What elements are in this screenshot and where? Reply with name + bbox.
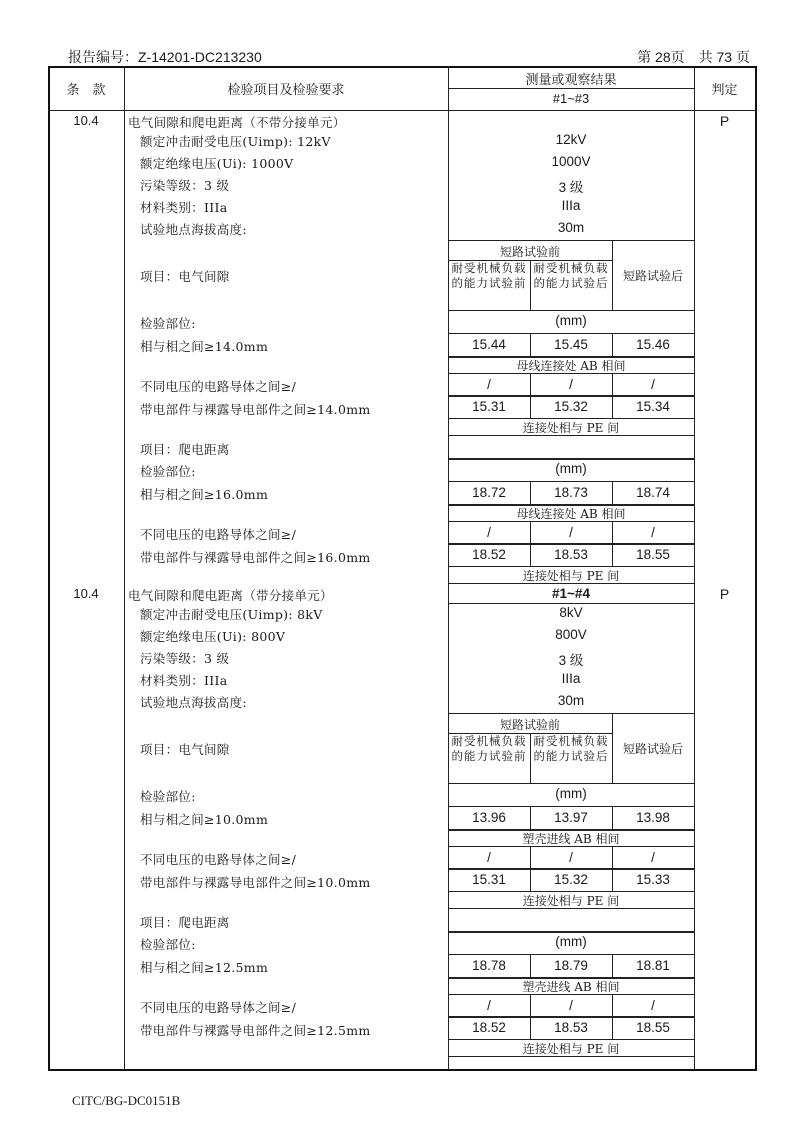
live-location-note: 连接处相与 PE 间 <box>522 421 620 435</box>
live-parts-requirement: 带电部件与裸露导电部件之间≥12.5mm <box>140 1023 371 1038</box>
diff-voltage-value: / <box>487 998 491 1013</box>
clearance-item-label: 项目：电气间隙 <box>140 742 230 757</box>
after-short-circuit-label: 短路试验后 <box>622 742 683 756</box>
phase-value: 15.44 <box>472 337 506 352</box>
column-divider <box>530 373 531 395</box>
unit-label: (mm) <box>555 313 587 328</box>
row-divider <box>448 1016 694 1018</box>
row-divider <box>448 994 694 995</box>
row-divider <box>448 333 694 334</box>
header-bottom-divider <box>48 110 755 111</box>
diff-voltage-value: / <box>569 850 573 865</box>
column-divider <box>530 846 531 868</box>
row-divider <box>448 481 694 482</box>
diff-voltage-value: / <box>487 525 491 540</box>
table-border-right <box>755 66 757 1071</box>
location-label: 检验部位: <box>140 789 196 804</box>
page-number: 第 28页 共 73 页 <box>637 49 750 65</box>
column-divider <box>612 994 613 1016</box>
column-divider <box>612 543 613 566</box>
diff-voltage-requirement: 不同电压的电路导体之间≥/ <box>140 379 297 394</box>
phase-value: 18.73 <box>554 485 588 500</box>
diff-voltage-requirement: 不同电压的电路导体之间≥/ <box>140 1000 297 1015</box>
param-label: 材料类别：IIIa <box>140 673 228 688</box>
creepage-item-label: 项目：爬电距离 <box>140 442 230 457</box>
phase-value: 15.45 <box>554 337 588 352</box>
column-divider <box>530 333 531 356</box>
sample-row-divider <box>448 603 694 604</box>
column-divider <box>530 868 531 891</box>
column-divider <box>612 868 613 891</box>
column-divider <box>612 954 613 977</box>
column-divider <box>530 806 531 829</box>
clause-column-divider <box>124 66 125 1069</box>
diff-voltage-value: / <box>651 998 655 1013</box>
subhead-top <box>448 713 694 714</box>
live-parts-value: 15.32 <box>554 399 588 414</box>
phase-value: 18.79 <box>554 958 588 973</box>
phase-value: 13.98 <box>636 810 670 825</box>
row-divider <box>448 908 694 909</box>
column-divider <box>612 333 613 356</box>
param-value: 800V <box>555 627 587 642</box>
clause-number: 10.4 <box>73 586 99 601</box>
column-divider <box>612 521 613 543</box>
live-parts-value: 18.53 <box>554 547 588 562</box>
verdict-column-divider <box>694 66 695 1069</box>
row-divider <box>448 310 694 311</box>
row-divider <box>448 373 694 374</box>
subhead-divider <box>530 260 531 310</box>
row-divider <box>448 868 694 870</box>
column-divider <box>530 543 531 566</box>
column-divider <box>612 395 613 418</box>
live-location-note: 连接处相与 PE 间 <box>522 1042 620 1056</box>
table-border-bottom <box>48 1069 757 1071</box>
column-divider <box>612 846 613 868</box>
row-divider <box>448 931 694 933</box>
phase-value: 18.78 <box>472 958 506 973</box>
diff-voltage-value: / <box>651 377 655 392</box>
row-divider <box>448 395 694 397</box>
param-value: 8kV <box>559 605 583 620</box>
param-label: 额定绝缘电压(Ui): 800V <box>140 629 286 644</box>
live-location-note: 连接处相与 PE 间 <box>522 569 620 583</box>
diff-voltage-value: / <box>569 998 573 1013</box>
after-short-circuit-label: 短路试验后 <box>622 269 683 283</box>
verdict-header: 判定 <box>711 83 738 98</box>
subhead-top <box>448 240 694 241</box>
clause-number: 10.4 <box>73 113 99 128</box>
diff-voltage-value: / <box>569 377 573 392</box>
phase-requirement: 相与相之间≥14.0mm <box>140 339 269 354</box>
before-mech-load-label: 耐受机械负载的能力试验前 <box>451 734 527 763</box>
section-title: 电气间隙和爬电距离（带分接单元） <box>128 588 333 603</box>
live-location-note: 连接处相与 PE 间 <box>522 894 620 908</box>
param-label: 试验地点海拔高度: <box>140 222 247 237</box>
diff-voltage-value: / <box>487 850 491 865</box>
location-label: 检验部位: <box>140 937 196 952</box>
column-divider <box>530 994 531 1016</box>
before-short-circuit-label: 短路试验前 <box>499 718 560 732</box>
clearance-item-label: 项目：电气间隙 <box>140 269 230 284</box>
diff-voltage-value: / <box>487 377 491 392</box>
samples-header: #1~#3 <box>552 91 590 106</box>
live-parts-value: 15.33 <box>636 872 670 887</box>
live-parts-requirement: 带电部件与裸露导电部件之间≥10.0mm <box>140 875 371 890</box>
column-divider <box>612 373 613 395</box>
param-label: 额定绝缘电压(Ui): 1000V <box>140 156 294 171</box>
item-header: 检验项目及检验要求 <box>227 83 345 98</box>
param-label: 污染等级：3 级 <box>140 178 230 193</box>
phase-value: 15.46 <box>636 337 670 352</box>
column-divider <box>612 806 613 829</box>
row-divider <box>448 1056 694 1057</box>
phase-location-note: 母线连接处 AB 相间 <box>516 507 626 521</box>
column-divider <box>530 481 531 504</box>
param-value: 30m <box>557 693 585 708</box>
param-label: 试验地点海拔高度: <box>140 695 247 710</box>
table-border-top <box>48 66 755 68</box>
column-divider <box>530 521 531 543</box>
diff-voltage-value: / <box>651 850 655 865</box>
phase-value: 18.72 <box>472 485 506 500</box>
form-code: CITC/BG-DC0151B <box>72 1093 181 1108</box>
phase-requirement: 相与相之间≥16.0mm <box>140 487 269 502</box>
param-label: 额定冲击耐受电压(Uimp): 8kV <box>140 607 323 622</box>
phase-value: 18.74 <box>636 485 670 500</box>
creepage-item-label: 项目：爬电距离 <box>140 915 230 930</box>
phase-value: 13.97 <box>554 810 588 825</box>
section-title: 电气间隙和爬电距离（不带分接单元） <box>128 115 346 130</box>
phase-requirement: 相与相之间≥12.5mm <box>140 960 269 975</box>
row-divider <box>448 783 694 784</box>
unit-label: (mm) <box>555 786 587 801</box>
phase-location-note: 母线连接处 AB 相间 <box>516 359 626 373</box>
live-parts-requirement: 带电部件与裸露导电部件之间≥14.0mm <box>140 402 371 417</box>
diff-voltage-value: / <box>569 525 573 540</box>
column-divider <box>530 1016 531 1039</box>
before-mech-load-label: 耐受机械负载的能力试验前 <box>451 261 527 290</box>
before-short-circuit-label: 短路试验前 <box>499 245 560 259</box>
param-value: 1000V <box>551 154 591 169</box>
phase-location-note: 塑壳进线 AB 相间 <box>522 832 620 846</box>
live-parts-value: 18.52 <box>472 547 506 562</box>
location-label: 检验部位: <box>140 464 196 479</box>
unit-label: (mm) <box>555 461 587 476</box>
phase-location-note: 塑壳进线 AB 相间 <box>522 980 620 994</box>
param-label: 污染等级：3 级 <box>140 651 230 666</box>
live-parts-value: 18.53 <box>554 1020 588 1035</box>
param-value: 3 级 <box>558 180 584 195</box>
param-value: 30m <box>557 220 585 235</box>
diff-voltage-requirement: 不同电压的电路导体之间≥/ <box>140 852 297 867</box>
row-divider <box>448 806 694 807</box>
live-parts-value: 15.32 <box>554 872 588 887</box>
live-parts-value: 18.52 <box>472 1020 506 1035</box>
header-sub-divider <box>448 88 694 89</box>
row-divider <box>448 846 694 847</box>
param-value: 3 级 <box>558 653 584 668</box>
param-label: 材料类别：IIIa <box>140 200 228 215</box>
live-parts-requirement: 带电部件与裸露导电部件之间≥16.0mm <box>140 550 371 565</box>
table-border-left <box>48 66 50 1069</box>
diff-voltage-value: / <box>651 525 655 540</box>
subhead-divider <box>530 733 531 783</box>
phase-requirement: 相与相之间≥10.0mm <box>140 812 269 827</box>
verdict-value: P <box>719 113 730 129</box>
after-mech-load-label: 耐受机械负载的能力试验后 <box>533 261 609 290</box>
live-parts-value: 18.55 <box>636 1020 670 1035</box>
param-value: IIIa <box>561 671 581 686</box>
result-header: 测量或观察结果 <box>525 73 617 88</box>
row-divider <box>448 458 694 460</box>
phase-value: 13.96 <box>472 810 506 825</box>
sample-range: #1~#4 <box>552 586 590 601</box>
clause-header: 条 款 <box>66 83 106 98</box>
column-divider <box>530 395 531 418</box>
column-divider <box>530 954 531 977</box>
report-number: 报告编号：Z-14201-DC213230 <box>68 49 262 65</box>
column-divider <box>612 1016 613 1039</box>
after-mech-load-label: 耐受机械负载的能力试验后 <box>533 734 609 763</box>
row-divider <box>448 543 694 545</box>
row-divider <box>448 521 694 522</box>
live-parts-value: 15.31 <box>472 872 506 887</box>
column-divider <box>612 481 613 504</box>
row-divider <box>448 435 694 436</box>
param-value: 12kV <box>555 132 587 147</box>
live-parts-value: 15.31 <box>472 399 506 414</box>
phase-value: 18.81 <box>636 958 670 973</box>
live-parts-value: 18.55 <box>636 547 670 562</box>
param-label: 额定冲击耐受电压(Uimp): 12kV <box>140 134 331 149</box>
row-divider <box>448 954 694 955</box>
param-value: IIIa <box>561 198 581 213</box>
location-label: 检验部位: <box>140 316 196 331</box>
diff-voltage-requirement: 不同电压的电路导体之间≥/ <box>140 527 297 542</box>
verdict-value: P <box>719 586 730 602</box>
unit-label: (mm) <box>555 934 587 949</box>
live-parts-value: 15.34 <box>636 399 670 414</box>
row-divider <box>448 583 694 584</box>
